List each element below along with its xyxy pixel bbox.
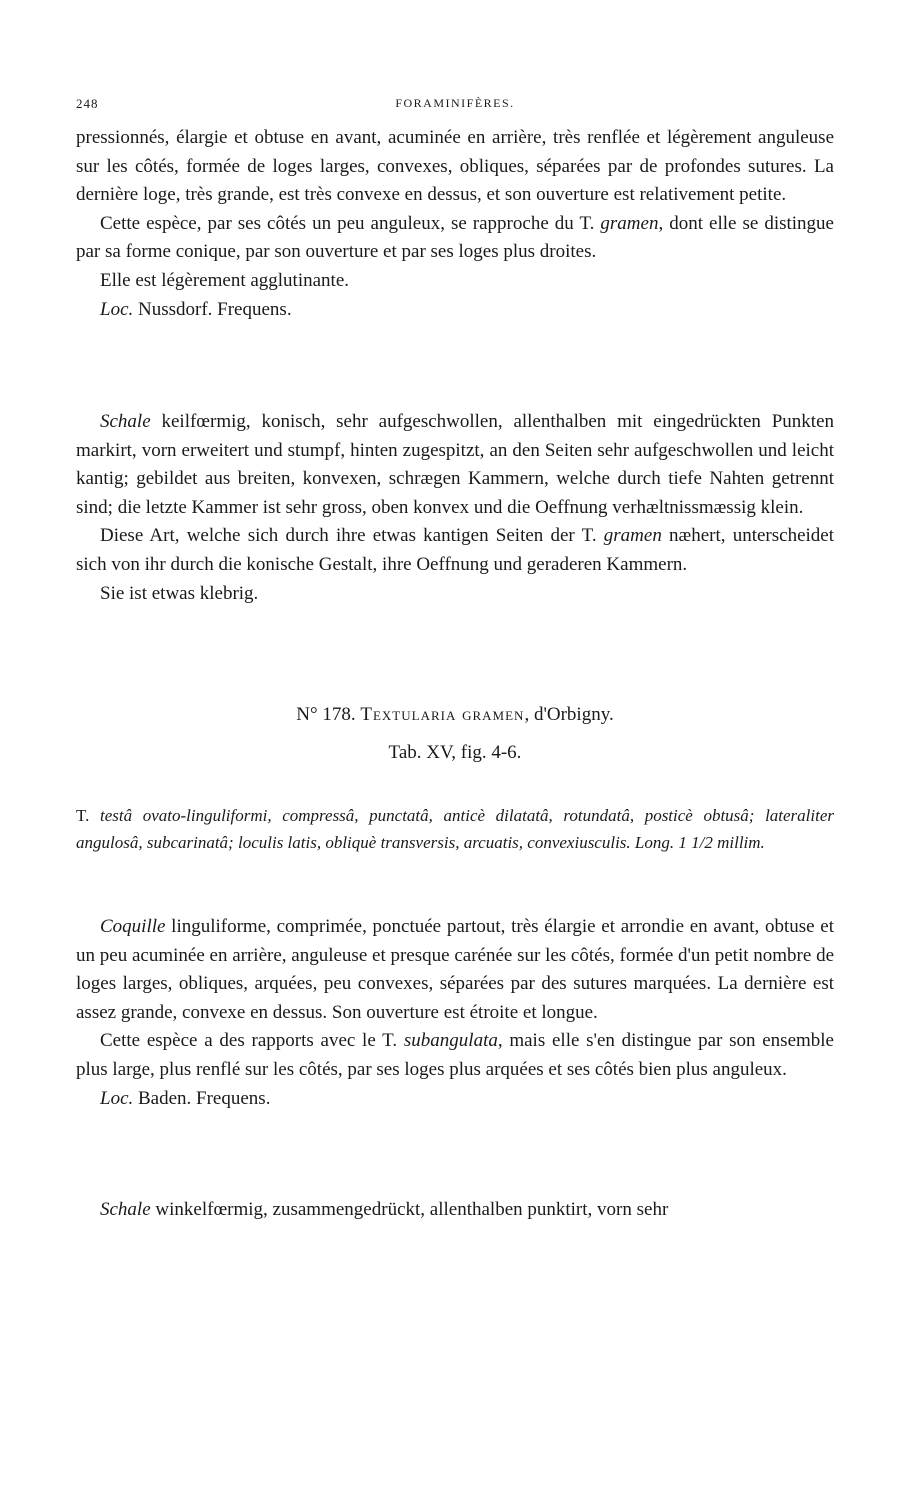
paragraph: Elle est légèrement agglutinante. <box>100 269 350 291</box>
french-description-continued <box>76 124 834 324</box>
paragraph: Schale winkelfœrmig, zusammengedrückt, allenthalben punktirt, vorn sehr <box>100 1199 669 1220</box>
paragraph: Sie ist etwas klebrig. <box>100 582 259 604</box>
page-number: 248 <box>76 96 99 111</box>
german-description <box>76 408 834 608</box>
paragraph: Schale keilfœrmig, konisch, sehr aufgeschwollen, allenthalben mit eingedrückten Punkten markirt, vorn erweitert und stumpf, hinten zugespitzt, an den Seiten sehr aufgeschwollen und leicht kantig; gebildet aus breiten, konvexen, schrægen Kammern, welche durch tiefe Nahten getrennt sind; die letzte Kammer ist sehr gross, oben konvex und die Oeffnung verhæltnissmæssig klein. <box>76 411 834 518</box>
plate-reference: Tab. XV, fig. 4-6. <box>388 742 522 763</box>
species-name: Textularia gramen <box>360 704 525 725</box>
latin-diagnosis: T. testâ ovato-linguliformi, compressâ, punctatâ, anticè dilatatâ, rotundatâ, posticè obtusâ; lateraliter angulosâ, subcarinatâ; loculis latis, obliquè transversis, arcuatis, convexiusculis. Long. 1 1/2 millim. <box>76 806 835 852</box>
species-heading: N° 178. Textularia gramen, d'Orbigny. <box>296 704 614 725</box>
locality: Loc. Nussdorf. Frequens. <box>100 298 292 320</box>
paragraph: Cette espèce, par ses côtés un peu anguleux, se rapproche du T. gramen, dont elle se distingue par sa forme conique, par son ouverture et par ses loges plus droites. <box>76 212 834 263</box>
german-description-start <box>76 1196 834 1225</box>
locality: Loc. Baden. Frequens. <box>100 1087 271 1109</box>
paragraph: Diese Art, welche sich durch ihre etwas kantigen Seiten der T. gramen næhert, unterscheidet sich von ihr durch die konische Gestalt, ihre Oeffnung und geraderen Kammern. <box>76 525 834 575</box>
paragraph: Cette espèce a des rapports avec le T. subangulata, mais elle s'en distingue par son ensemble plus large, plus renflé sur les côtés, par ses loges plus arquées et ses côtés bien plus anguleux. <box>76 1030 834 1080</box>
french-description <box>76 913 834 1113</box>
running-title: FORAMINIFÈRES. <box>395 96 515 110</box>
page-header <box>76 96 834 118</box>
paragraph: Coquille linguliforme, comprimée, ponctuée partout, très élargie et arrondie en avant, obtuse et un peu acuminée en arrière, anguleuse et presque carénée sur les côtés, formée d'un petit nombre de loges larges, obliques, arquées, peu convexes, séparées par des sutures marquées. La dernière est assez grande, convexe en dessus. Son ouverture est étroite et longue. <box>76 916 834 1023</box>
paragraph: pressionnés, élargie et obtuse en avant, acuminée en arrière, très renflée et légèrement anguleuse sur les côtés, formée de loges larges, convexes, obliques, séparées par de profondes sutures. La dernière loge, très grande, est très convexe en dessus, et son ouverture est relativement petite. <box>76 127 834 206</box>
